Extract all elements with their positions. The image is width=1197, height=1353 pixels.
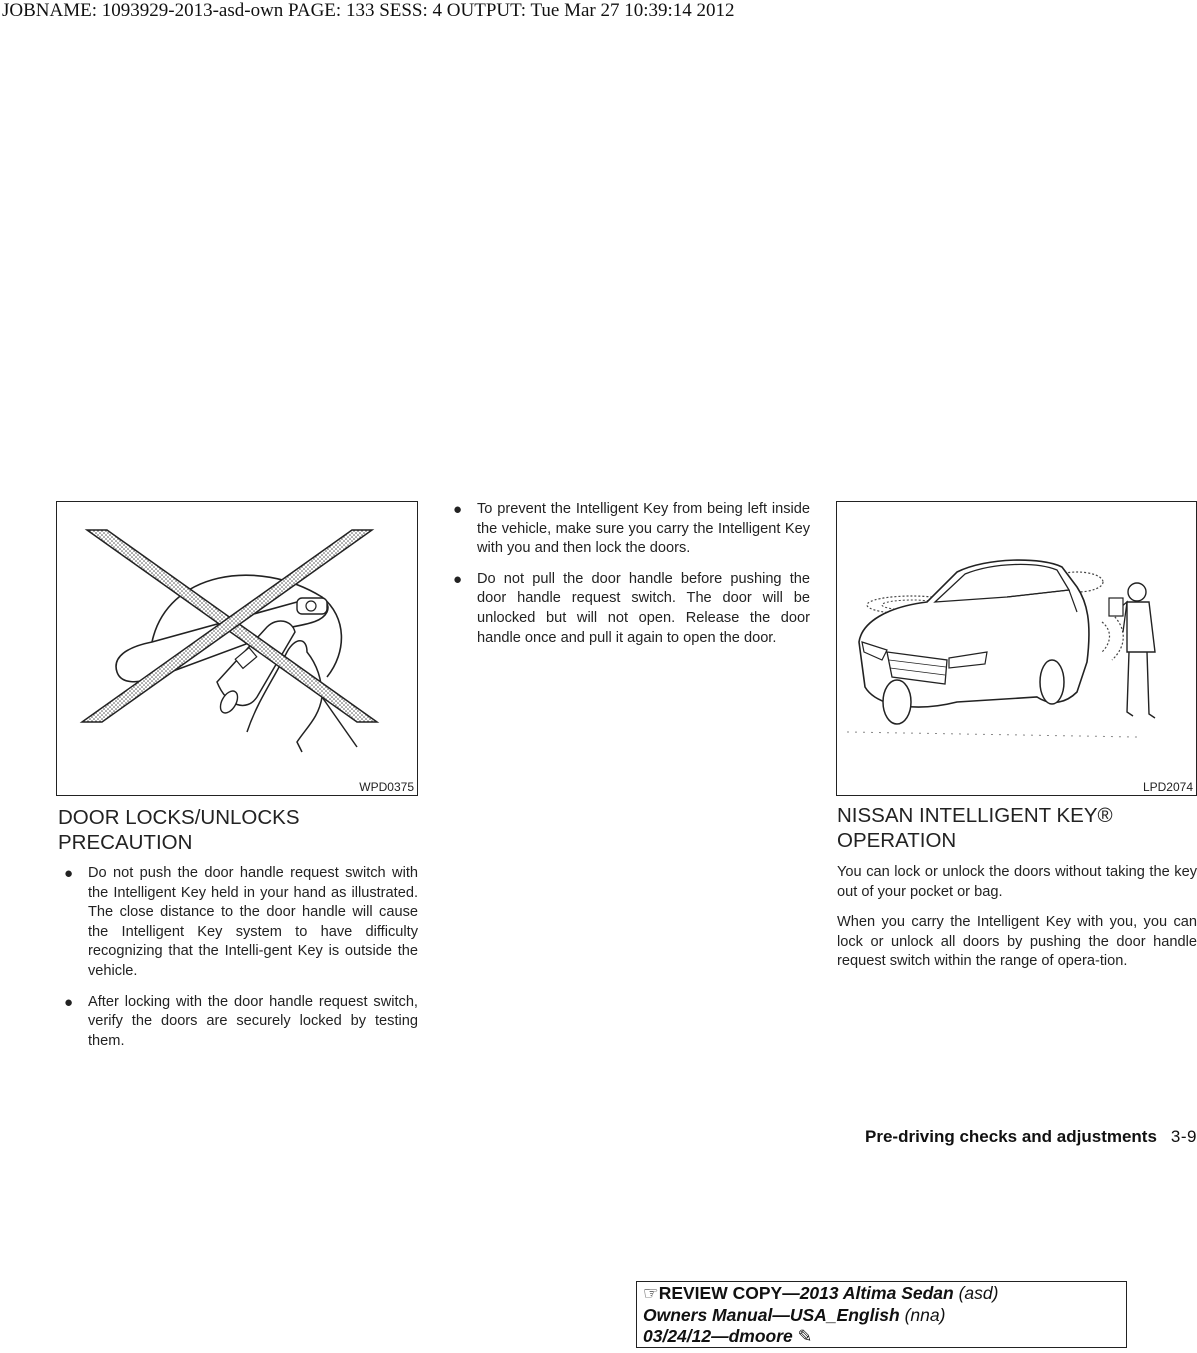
review-line-2: Owners Manual—USA_English (nna) xyxy=(643,1304,946,1325)
review-line-1: ☞REVIEW COPY—2013 Altima Sedan (asd) xyxy=(643,1283,999,1303)
bullet-icon: ● xyxy=(64,993,74,1011)
car-with-person-intelligent-key-illustration xyxy=(837,502,1196,782)
page-number: 3-9 xyxy=(1170,1127,1197,1146)
bullet-icon: ● xyxy=(64,865,74,882)
heading-line: OPERATION xyxy=(837,829,957,852)
jobname-header: JOBNAME: 1093929-2013-asd-own PAGE: 133 SESS: 4 OUTPUT: Tue Mar 27 10:39:14 2012 xyxy=(2,0,735,21)
door-handle-crossed-out-illustration xyxy=(57,502,417,782)
heading-line: DOOR LOCKS/UNLOCKS xyxy=(58,806,300,829)
paragraph: When you carry the Intelligent Key with you, you can lock or unlock all doors by pushing the door handle request switch within the range of opera-tion. xyxy=(837,914,1197,970)
heading-line: PRECAUTION xyxy=(58,831,193,854)
middle-bullet-list xyxy=(447,500,810,659)
figure-code: LPD2074 xyxy=(1142,780,1193,794)
list-item: ● After locking with the door handle request switch, verify the doors are securely locked by testing them. xyxy=(64,993,418,1049)
bullet-icon: ● xyxy=(453,501,463,518)
intelligent-key-figure xyxy=(836,501,1197,796)
figure-code: WPD0375 xyxy=(359,780,414,794)
precaution-bullet-list xyxy=(58,864,418,1062)
section-title: Pre-driving checks and adjustments xyxy=(865,1127,1157,1146)
list-item: ● Do not push the door handle request switch with the Intelligent Key held in your hand as illustrated. The close distance to the door handle will cause the Intelligent Key system to have difficulty recognizing that the Intelli-gent Key is outside the vehicle. xyxy=(64,865,418,979)
list-item: ● To prevent the Intelligent Key from being left inside the vehicle, make sure you carry the Intelligent Key with you and then lock the doors. xyxy=(453,501,810,557)
review-copy-box xyxy=(636,1281,1127,1348)
paragraph: You can lock or unlock the doors without taking the key out of your pocket or bag. xyxy=(837,864,1197,900)
review-line-3: 03/24/12—dmoore ✎ xyxy=(643,1326,813,1346)
writing-hand-icon: ✎ xyxy=(797,1326,813,1346)
door-handle-figure xyxy=(56,501,418,796)
list-item: ● Do not pull the door handle before pushing the door handle request switch. The door will be unlocked but will not open. Release the door handle once and pull it again to open the door. xyxy=(453,570,810,646)
heading-line: NISSAN INTELLIGENT KEY® xyxy=(837,804,1113,827)
pointing-hand-icon: ☞ xyxy=(643,1283,659,1303)
bullet-icon: ● xyxy=(453,570,463,588)
page-footer xyxy=(2,1127,1197,1147)
door-locks-heading xyxy=(58,805,300,855)
intelligent-key-heading xyxy=(837,803,1113,853)
